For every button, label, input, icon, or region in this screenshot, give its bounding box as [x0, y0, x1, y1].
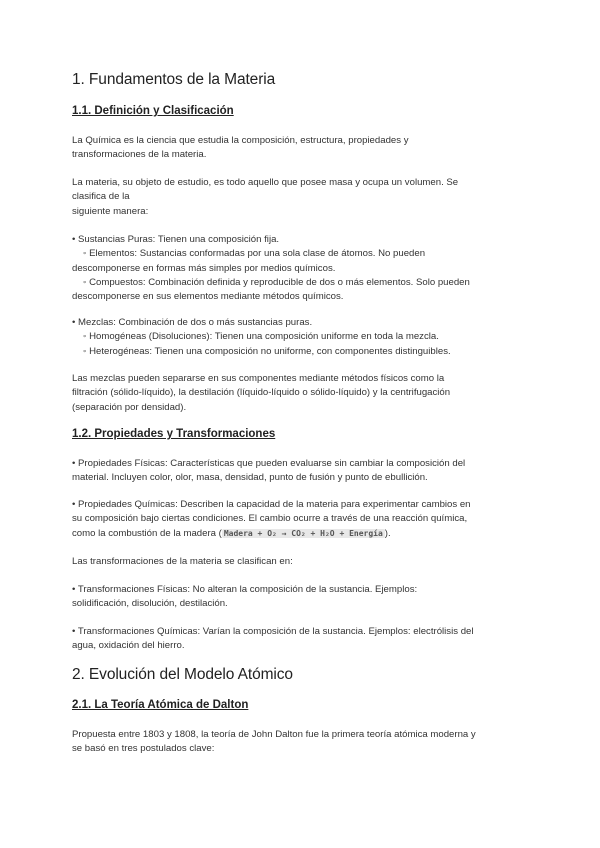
paragraph-propiedades-quimicas: [72, 498, 532, 541]
list-item: • Mezclas: Combinación de dos o más sustancias puras.: [72, 317, 313, 328]
paragraph-transformaciones-fisicas: [72, 583, 532, 612]
text-line: solidificación, disolución, destilación.: [72, 598, 228, 610]
paragraph-transformaciones-intro: [72, 555, 532, 569]
text-line: • Transformaciones Físicas: No alteran la composición de la sustancia. Ejemplos:: [72, 584, 418, 595]
list-subitem: ◦ Homogéneas (Disoluciones): Tienen una composición uniforme en toda la mezcla.: [83, 331, 439, 343]
text-line: • Propiedades Físicas: Características que pueden evaluarse sin cambiar la composición del: [72, 458, 466, 469]
paragraph-transformaciones-quimicas: [72, 625, 532, 654]
text-line: • Propiedades Químicas: Describen la capacidad de la materia para experimentar cambios en: [72, 499, 471, 510]
paragraph-propiedades-fisicas: [72, 457, 532, 486]
paragraph-definition: [72, 134, 532, 163]
text-line: clasifica de la: [72, 191, 130, 203]
section-1-heading: 1. Fundamentos de la Materia: [72, 71, 276, 88]
text-line: siguiente manera:: [72, 205, 149, 217]
text-line: material. Incluyen color, olor, masa, densidad, punto de fusión y punto de ebullición.: [72, 472, 428, 484]
subsection-1-2-heading: 1.2. Propiedades y Transformaciones: [72, 428, 276, 440]
text-line: Las mezclas pueden separarse en sus componentes mediante métodos físicos como la: [72, 373, 445, 384]
text-fragment: ).: [384, 527, 391, 539]
subsection-2-1-heading: 2.1. La Teoría Atómica de Dalton: [72, 699, 249, 711]
text-line: filtración (sólido-líquido), la destilación (líquido-líquido o sólido-líquido) y la centrifugación: [72, 387, 451, 399]
text-line: La Química es la ciencia que estudia la composición, estructura, propiedades y: [72, 135, 409, 146]
text-line: descomponerse en formas más simples por medios químicos.: [72, 262, 336, 274]
paragraph-dalton: [72, 728, 532, 757]
text-line: [72, 527, 532, 541]
list-sustancias-puras: [72, 233, 532, 304]
text-line: su composición bajo ciertas condiciones. El cambio ocurre a través de una reacción química,: [72, 513, 468, 525]
paragraph-materia: [72, 176, 532, 219]
text-line: transformaciones de la materia.: [72, 149, 207, 161]
text-line: Propuesta entre 1803 y 1808, la teoría de John Dalton fue la primera teoría atómica moderna y: [72, 729, 476, 740]
subsection-1-1-heading: 1.1. Definición y Clasificación: [72, 105, 234, 117]
list-subitem: ◦ Compuestos: Combinación definida y reproducible de dos o más elementos. Solo pueden: [83, 276, 470, 288]
list-subitem: ◦ Elementos: Sustancias conformadas por una sola clase de átomos. No pueden: [83, 248, 426, 260]
list-mezclas: [72, 316, 532, 359]
text-line: • Transformaciones Químicas: Varían la composición de la sustancia. Ejemplos: electrólisis del: [72, 626, 474, 637]
text-line: se basó en tres postulados clave:: [72, 743, 215, 755]
text-line: agua, oxidación del hierro.: [72, 640, 185, 652]
text-fragment: como la combustión de la madera (: [72, 527, 222, 539]
text-line: Las transformaciones de la materia se clasifican en:: [72, 556, 293, 567]
text-line: La materia, su objeto de estudio, es todo aquello que posee masa y ocupa un volumen. Se: [72, 177, 459, 188]
paragraph-separacion: [72, 372, 532, 415]
list-item: • Sustancias Puras: Tienen una composición fija.: [72, 234, 280, 245]
text-line: (separación por densidad).: [72, 401, 187, 413]
section-2-heading: 2. Evolución del Modelo Atómico: [72, 666, 293, 683]
list-subitem: ◦ Heterogéneas: Tienen una composición no uniforme, con componentes distinguibles.: [83, 345, 451, 357]
reaction-equation: Madera + O₂ → CO₂ + H₂O + Energía: [223, 528, 383, 538]
text-line: descomponerse en sus elementos mediante métodos químicos.: [72, 291, 344, 303]
